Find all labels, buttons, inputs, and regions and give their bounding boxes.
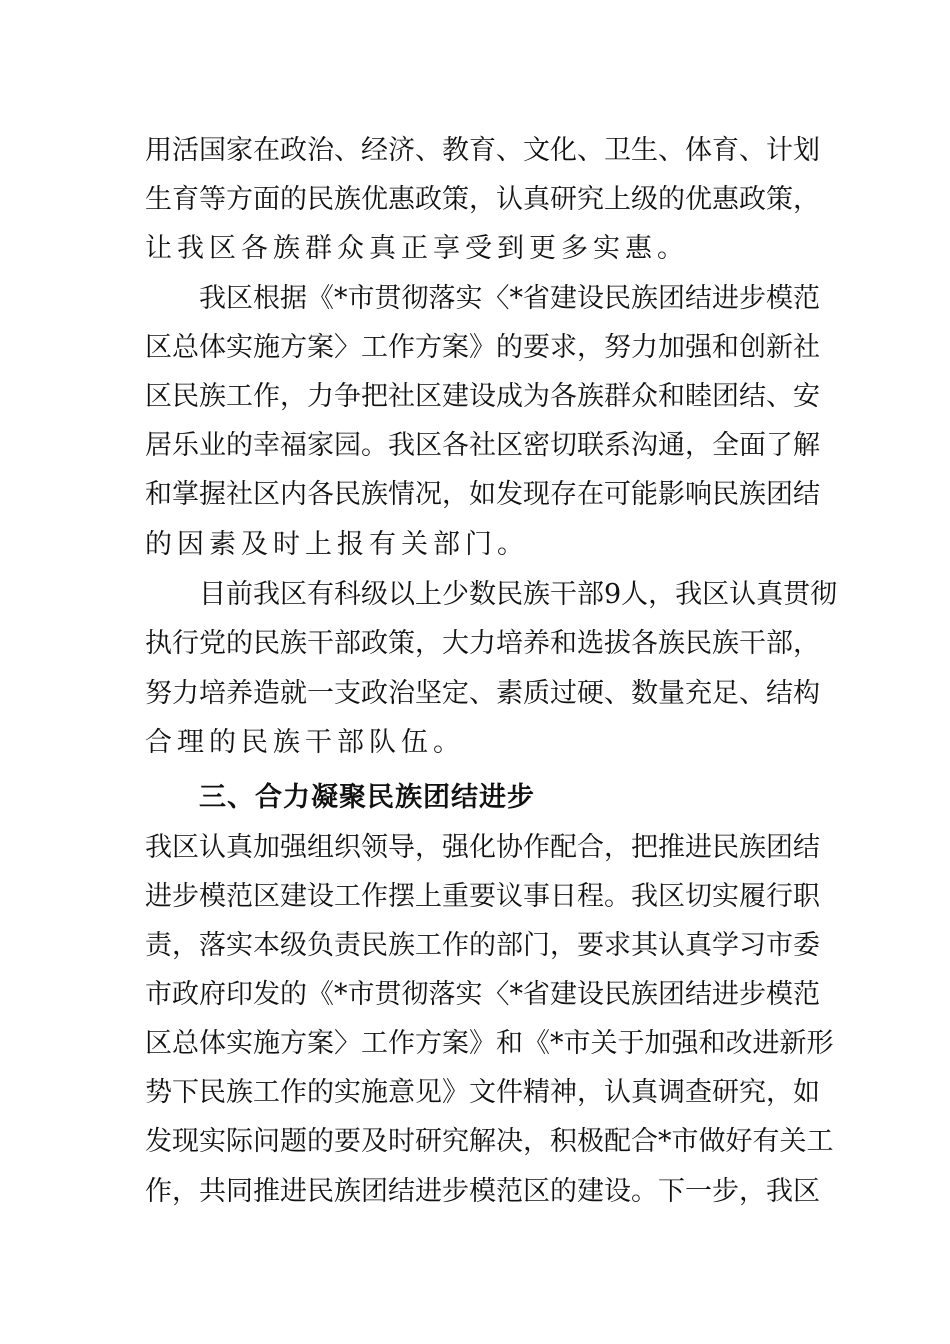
text-line: 区民族工作，力争把社区建设成为各族群众和睦团结、安	[145, 381, 820, 412]
text-line: 执行党的民族干部政策，大力培养和选拔各族民族干部，	[145, 628, 820, 659]
text-line: 努力培养造就一支政治坚定、素质过硬、数量充足、结构	[145, 678, 820, 709]
text-line: 区总体实施方案〉工作方案》和《*市关于加强和改进新形	[145, 1028, 834, 1059]
text-line: 的因素及时上报有关部门。	[145, 529, 529, 560]
text-line: 生育等方面的民族优惠政策，认真研究上级的优惠政策，	[145, 184, 820, 215]
section-heading: 三、合力凝聚民族团结进步	[199, 782, 535, 813]
text-line: 进步模范区建设工作摆上重要议事日程。我区切实履行职	[145, 881, 820, 912]
text-line: 让我区各族群众真正享受到更多实惠。	[145, 233, 689, 264]
text-line: 用活国家在政治、经济、教育、文化、卫生、体育、计划	[145, 135, 820, 166]
text-line: 市政府印发的《*市贯彻落实〈*省建设民族团结进步模范	[145, 979, 820, 1010]
text-line: 和掌握社区内各民族情况，如发现存在可能影响民族团结	[145, 479, 820, 510]
text-line: 我区根据《*市贯彻落实〈*省建设民族团结进步模范	[199, 283, 820, 314]
text-line: 区总体实施方案〉工作方案》的要求，努力加强和创新社	[145, 332, 820, 363]
text-line: 我区认真加强组织领导，强化协作配合，把推进民族团结	[145, 832, 820, 863]
text-line: 发现实际问题的要及时研究解决，积极配合*市做好有关工	[145, 1126, 834, 1157]
text-line: 作，共同推进民族团结进步模范区的建设。下一步，我区	[145, 1176, 820, 1207]
text-line: 责，落实本级负责民族工作的部门，要求其认真学习市委	[145, 930, 820, 961]
text-line: 势下民族工作的实施意见》文件精神，认真调查研究，如	[145, 1077, 820, 1108]
text-line: 居乐业的幸福家园。我区各社区密切联系沟通，全面了解	[145, 430, 820, 461]
text-line: 合理的民族干部队伍。	[145, 727, 465, 758]
text-line: 目前我区有科级以上少数民族干部9人，我区认真贯彻	[199, 579, 838, 610]
